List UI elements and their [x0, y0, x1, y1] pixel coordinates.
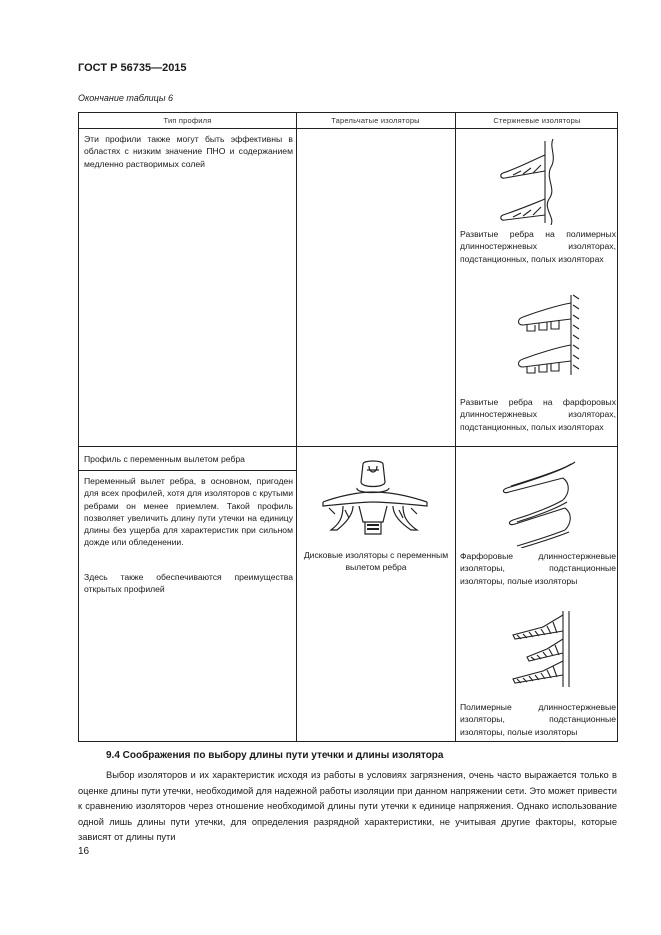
document-header: ГОСТ Р 56735—2015 [78, 62, 187, 74]
subrow-divider [79, 470, 296, 471]
profiles-table [78, 112, 618, 742]
disc-insulator-figure [319, 460, 431, 540]
polymer-rod-insulator-figure [491, 137, 581, 225]
profile-description-2: Переменный вылет ребра, в основном, пригоден для всех профилей, хотя для изоляторов с крутыми ребрами он менее приемлем. Такой профиль позволяет увеличить длину пути утечки на единицу длины без ущерба для характеристик при сильном дожде или обледенении. [84, 476, 293, 548]
porcelain-rod-insulator-figure [509, 289, 609, 379]
profile-description-1: Эти профили также могут быть эффективны в областях с низким значение ПНО и содержанием медленно растворимых солей [84, 134, 293, 169]
polymer-variable-rib-rod-figure [503, 609, 603, 689]
table-caption: Окончание таблицы 6 [78, 93, 173, 103]
rod-caption-polymer-variable: Полимерные длинностержневые изоляторы, подстанционные изоляторы, полые изоляторы [460, 702, 616, 737]
row-divider [79, 446, 617, 447]
column-header-profile-type: Тип профиля [163, 116, 212, 125]
rod-caption-porcelain-developed: Развитые ребра на фарфоровых длинностержневых изоляторах, подстанционных, полых изоляторах [460, 397, 616, 432]
rod-caption-porcelain-variable: Фарфоровые длинностержневые изоляторы, подстанционные изоляторы, полые изоляторы [460, 551, 616, 586]
column-divider [296, 113, 297, 741]
column-header-rod-insulators: Стержневые изоляторы [493, 116, 581, 125]
rod-caption-polymer-developed: Развитые ребра на полимерных длинностержневых изоляторах, подстанционных, полых изоляторах [460, 229, 616, 264]
page-number: 16 [78, 846, 90, 857]
section-heading: 9.4 Соображения по выбору длины пути утечки и длины изолятора [106, 750, 444, 761]
header-divider [79, 128, 617, 129]
porcelain-variable-rib-rod-figure [493, 460, 593, 548]
profile-title-variable-rib: Профиль с переменным вылетом ребра [84, 454, 245, 464]
section-paragraph: Выбор изоляторов и их характеристик исходя из работы в условиях загрязнения, очень часто выражается только в оценке длины пути утечки, необходимой для надежной работы изоляции при данном напряжении сети. Это может привести к сравнению изоляторов через отношение необходимой длины пути утечки к единице напряжения. Однако использование одной лишь длины пути утечки, для определения разрядной характеристики, не учитывая другие факторы, которые зависят от длины пути [78, 770, 617, 842]
column-header-disc-insulators: Тарельчатые изоляторы [331, 116, 420, 125]
disc-caption-variable-rib: Дисковые изоляторы с переменным вылетом ребра [303, 550, 449, 573]
profile-description-3: Здесь также обеспечиваются преимущества открытых профилей [84, 572, 293, 595]
column-divider [455, 113, 456, 741]
